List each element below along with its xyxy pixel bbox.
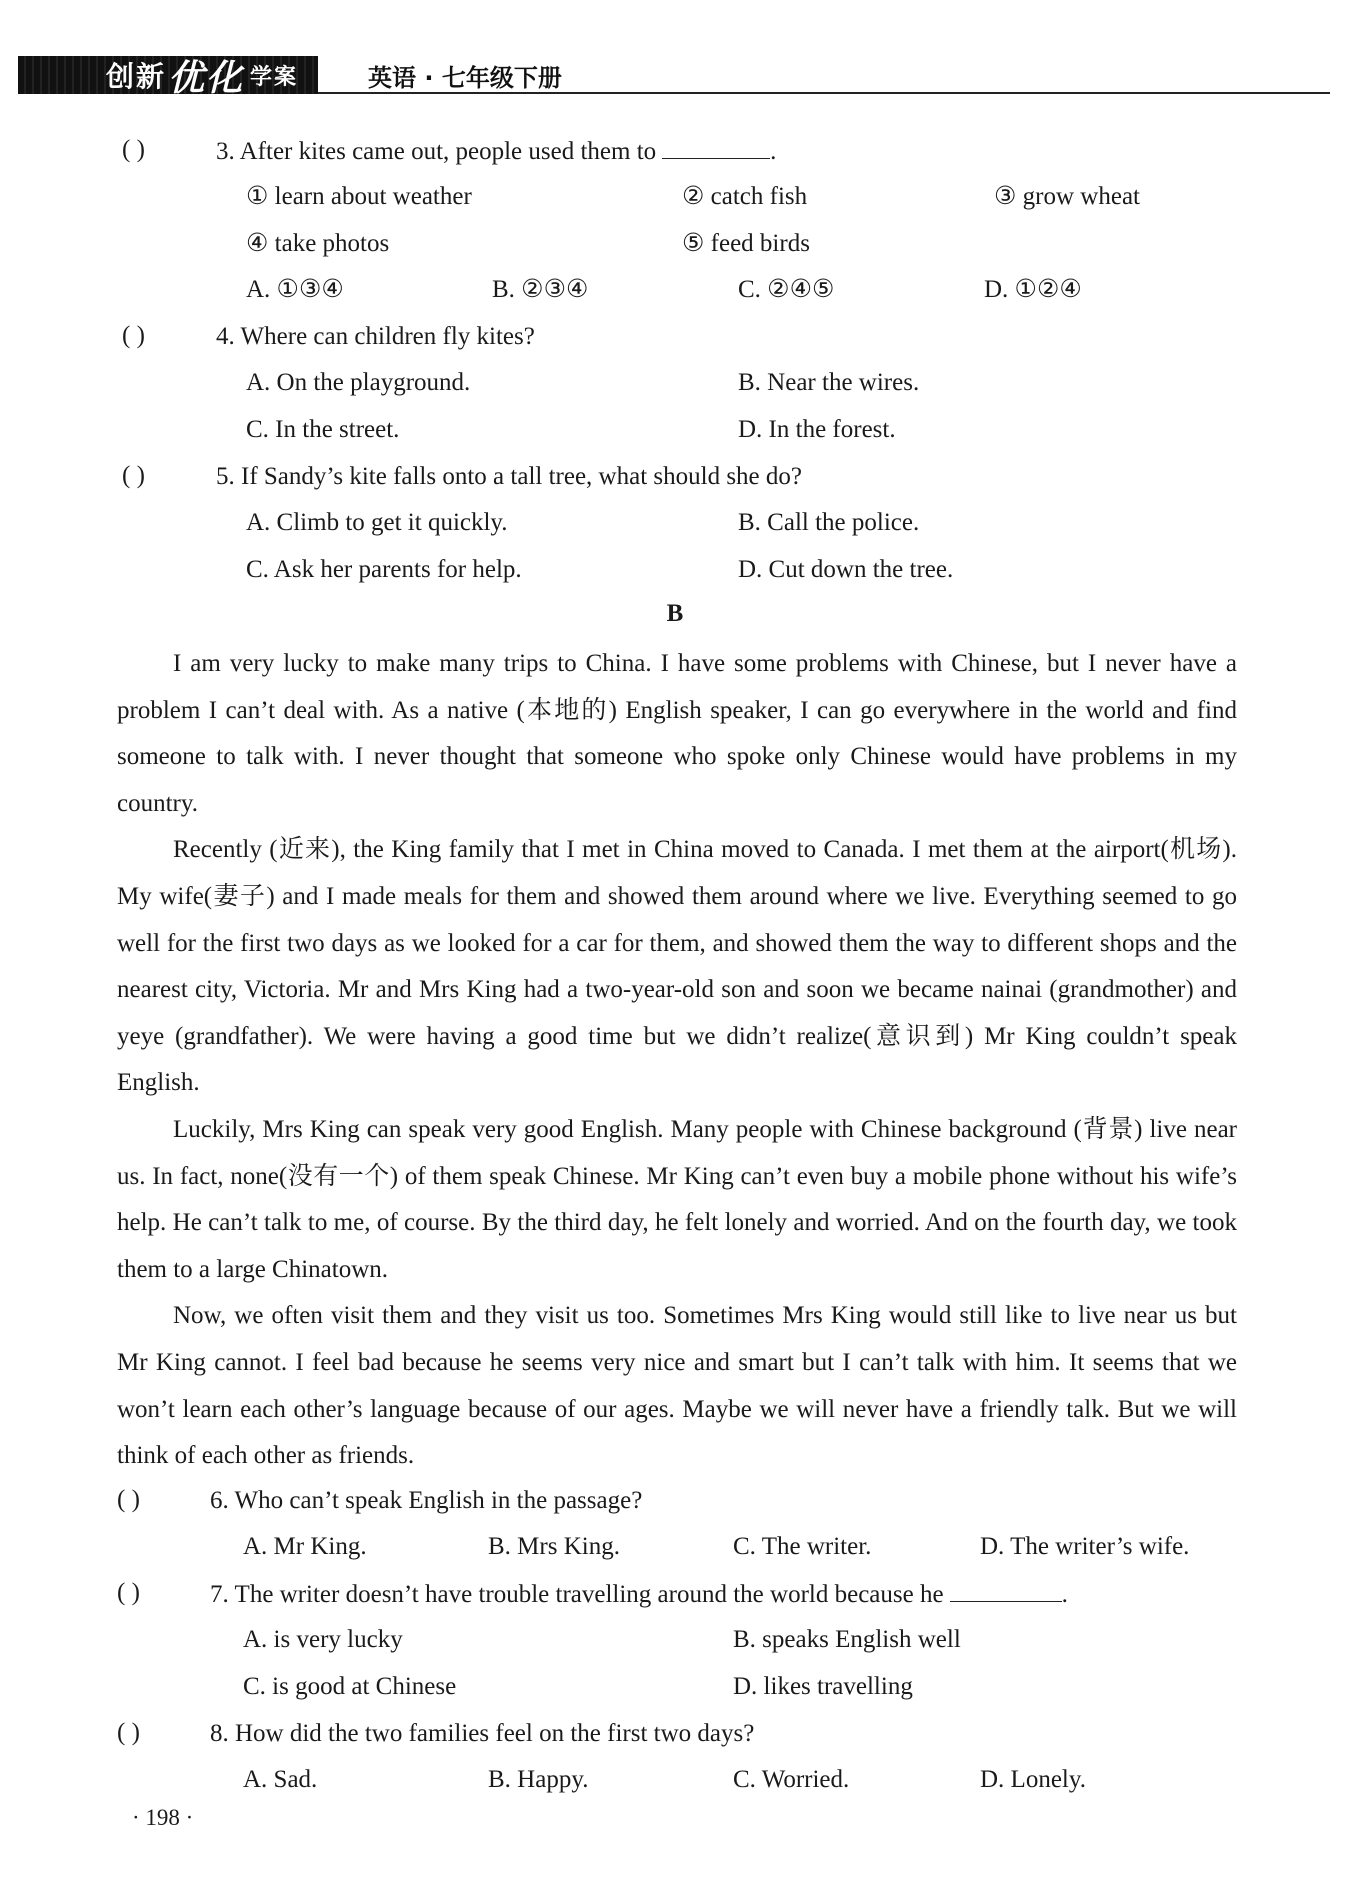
option-a[interactable]: A. On the playground.	[246, 369, 471, 396]
list-item: ③ grow wheat	[994, 183, 1140, 210]
option-b[interactable]: B. Near the wires.	[738, 369, 920, 396]
list-item: ④ take photos	[246, 230, 390, 257]
question-stem: 5. If Sandy’s kite falls onto a tall tree, what should she do?	[216, 463, 802, 490]
answer-paren[interactable]: ( )	[117, 1579, 140, 1606]
answer-paren[interactable]: ( )	[122, 136, 145, 163]
option-b[interactable]: B. Happy.	[488, 1766, 589, 1793]
option-a[interactable]: A. is very lucky	[243, 1626, 403, 1653]
answer-blank[interactable]	[662, 136, 770, 159]
option-c[interactable]: C. Worried.	[733, 1766, 850, 1793]
question-stem: 7. The writer doesn’t have trouble travelling around the world because he .	[210, 1581, 1068, 1608]
passage-paragraph: Now, we often visit them and they visit us too. Sometimes Mrs King would still like to live near us but Mr King cannot. I feel bad because he seems very nice and smart but I can’t talk with him. It seems that we won’t learn each other’s language because of our ages. Maybe we will never have a friendly talk. But we will think of each other as friends.	[117, 1302, 1237, 1470]
option-d[interactable]: D. Cut down the tree.	[738, 556, 954, 583]
option-c[interactable]: C. ②④⑤	[738, 276, 835, 303]
option-a[interactable]: A. Sad.	[243, 1766, 318, 1793]
brand-suffix: 学案	[250, 64, 299, 90]
option-b[interactable]: B. Call the police.	[738, 509, 920, 536]
list-item: ① learn about weather	[246, 183, 472, 210]
subject-title: 英语 · 七年级下册	[368, 64, 562, 92]
option-a[interactable]: A. ①③④	[246, 276, 344, 303]
option-c[interactable]: C. Ask her parents for help.	[246, 556, 522, 583]
option-d[interactable]: D. The writer’s wife.	[980, 1533, 1190, 1560]
answer-paren[interactable]: ( )	[117, 1719, 140, 1746]
question-stem: 4. Where can children fly kites?	[216, 323, 535, 350]
option-c[interactable]: C. In the street.	[246, 416, 400, 443]
brand-big: 优化	[168, 57, 245, 99]
option-b[interactable]: B. ②③④	[492, 276, 589, 303]
option-b[interactable]: B. speaks English well	[733, 1626, 961, 1653]
question-stem: 8. How did the two families feel on the first two days?	[210, 1720, 755, 1747]
list-item: ⑤ feed birds	[682, 230, 810, 257]
header-rule	[318, 92, 1330, 94]
answer-paren[interactable]: ( )	[117, 1486, 140, 1513]
answer-paren[interactable]: ( )	[122, 322, 145, 349]
passage-paragraph: Recently (近来), the King family that I met in China moved to Canada. I met them at the airport(机场). My wife(妻子) and I made meals for them and showed them around where we live. Everything seemed to go well for the first two days as we looked for a car for them, and showed them the way to different shops and the nearest city, Victoria. Mr and Mrs King had a two-year-old son and soon we became nainai (grandmother) and yeye (grandfather). We were having a good time but we didn’t realize(意识到) Mr King couldn’t speak English.	[117, 836, 1237, 1097]
option-b[interactable]: B. Mrs King.	[488, 1533, 620, 1560]
question-stem: 6. Who can’t speak English in the passage?	[210, 1487, 643, 1514]
passage-paragraph: I am very lucky to make many trips to China. I have some problems with Chinese, but I never have a problem I can’t deal with. As a native (本地的) English speaker, I can go everywhere in the world and find someone to talk with. I never thought that someone who spoke only Chinese would have problems in my country.	[117, 650, 1237, 817]
passage-paragraph: Luckily, Mrs King can speak very good English. Many people with Chinese background (背景) live near us. In fact, none(没有一个) of them speak Chinese. Mr King can’t even buy a mobile phone without his wife’s help. He can’t talk to me, of course. By the third day, he felt lonely and worried. And on the fourth day, we took them to a large Chinatown.	[117, 1115, 1237, 1283]
option-d[interactable]: D. Lonely.	[980, 1766, 1086, 1793]
section-heading: B	[666, 600, 684, 627]
option-d[interactable]: D. In the forest.	[738, 416, 896, 443]
page-header	[18, 52, 1330, 99]
brand-logo	[18, 56, 318, 99]
option-c[interactable]: C. The writer.	[733, 1533, 872, 1560]
question-stem: 3. After kites came out, people used them to .	[216, 138, 777, 165]
reading-passage	[117, 641, 1237, 1480]
answer-blank[interactable]	[950, 1579, 1062, 1602]
option-c[interactable]: C. is good at Chinese	[243, 1673, 457, 1700]
option-d[interactable]: D. likes travelling	[733, 1673, 913, 1700]
brand-prefix: 创新	[106, 60, 167, 93]
option-d[interactable]: D. ①②④	[984, 276, 1082, 303]
page-number: · 198 ·	[132, 1805, 194, 1830]
option-a[interactable]: A. Climb to get it quickly.	[246, 509, 508, 536]
option-a[interactable]: A. Mr King.	[243, 1533, 367, 1560]
answer-paren[interactable]: ( )	[122, 462, 145, 489]
list-item: ② catch fish	[682, 183, 808, 210]
